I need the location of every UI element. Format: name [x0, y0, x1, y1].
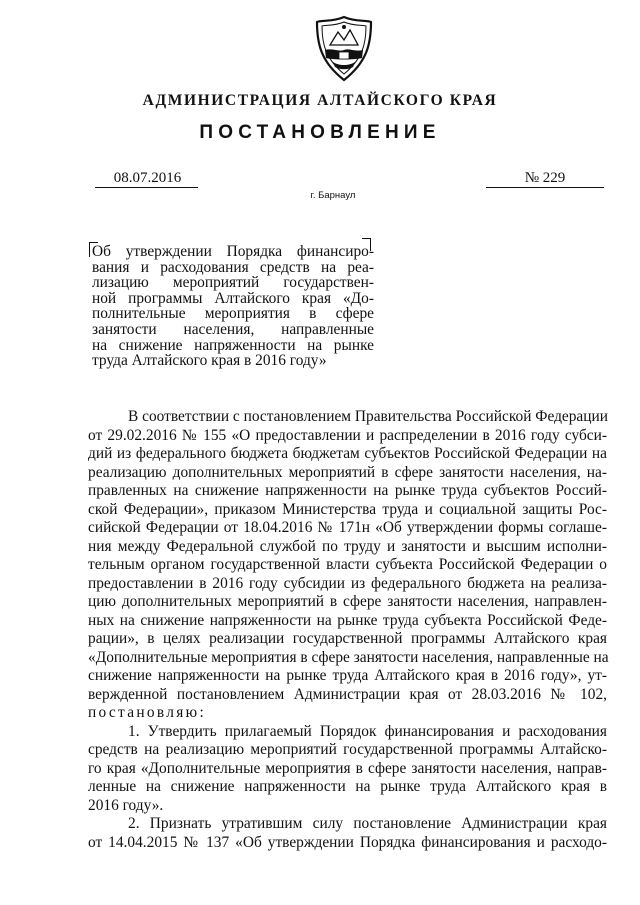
subject-line: на снижение напряженности на рынке: [92, 336, 374, 354]
subject-line: Об утверждении Порядка финансиро-: [92, 243, 374, 260]
coat-of-arms-emblem: [313, 14, 375, 84]
body-line: ния между Федеральной службой по труду и занятости и высшим исполни-: [88, 537, 607, 555]
body-line: рации», в целях реализации государственной программы Алтайского края: [88, 630, 607, 647]
document-number: № 229: [486, 169, 604, 188]
subject-line: занятости населения, направленные: [92, 320, 374, 338]
body-line: В соответствии с постановлением Правительства Российской Федерации: [128, 408, 608, 425]
subject-line: труда Алтайского края в 2016 году»: [92, 352, 327, 370]
body-line: ных на снижение напряженности на рынке труда субъекта Российской Феде-: [88, 611, 607, 629]
subject-line: ной программы Алтайского края «До-: [92, 289, 374, 307]
body-line: предоставлении в 2016 году субсидии из федерального бюджета на реализа-: [88, 574, 607, 592]
subject-line: лизацию мероприятий государствен-: [92, 274, 374, 292]
document-title: ПОСТАНОВЛЕНИЕ: [199, 122, 441, 143]
body-line: снижение напряженности на рынке труда Алтайского края в 2016 году», ут-: [88, 667, 607, 684]
item-1-line: средств на реализацию мероприятий государственной программы Алтайско-: [88, 741, 607, 758]
item-2-line: 2. Признать утратившим силу постановление Администрации края: [128, 815, 607, 832]
body-line: правленных на снижение напряженности на рынке труда субъектов Россий-: [88, 482, 607, 499]
organization-name: АДМИНИСТРАЦИЯ АЛТАЙСКОГО КРАЯ: [142, 92, 498, 109]
body-line: вержденной постановлением Администрации края от 28.03.2016 № 102,: [88, 685, 607, 703]
document-city: г. Барнаул: [310, 190, 356, 201]
document-body: [88, 408, 607, 852]
item-2-line: от 14.04.2015 № 137 «Об утверждении Порядка финансирования и расходо-: [88, 833, 607, 851]
item-1-line: го края «Дополнительные мероприятия в сфере занятости населения, направ-: [88, 759, 607, 777]
subject-line: вания и расходования средств на реа-: [92, 258, 374, 276]
body-line: цию дополнительных мероприятий в сфере занятости населения, направлен-: [88, 593, 607, 610]
document-date: 08.07.2016: [95, 169, 198, 188]
body-line: реализацию дополнительных мероприятий в сфере занятости населения, на-: [88, 463, 607, 481]
body-line: дий из федерального бюджета бюджетам субъектов Российской Федерации на: [88, 445, 607, 462]
body-line: ской Федерации», приказом Министерства труда и социальной защиты Рос-: [88, 500, 607, 518]
body-line: сийской Федерации от 18.04.2016 № 171н «Об утверждении формы соглаше-: [88, 519, 607, 536]
item-1-line: 2016 году».: [88, 796, 164, 814]
document-subject: [92, 244, 374, 369]
body-line: «Дополнительные мероприятия в сфере занятости населения, направленные на: [88, 648, 609, 666]
resolve-word: постановляю:: [88, 704, 207, 721]
subject-line: полнительные мероприятия в сфере: [92, 305, 374, 323]
item-1-line: ленные на снижение напряженности на рынке труда Алтайского края в: [88, 778, 607, 795]
body-line: от 29.02.2016 № 155 «О предоставлении и распределении в 2016 году субси-: [88, 426, 607, 444]
item-1-line: 1. Утвердить прилагаемый Порядок финансирования и расходования: [128, 722, 607, 740]
body-line: тельным органом государственной власти субъекта Российской Федерации о: [88, 556, 607, 573]
